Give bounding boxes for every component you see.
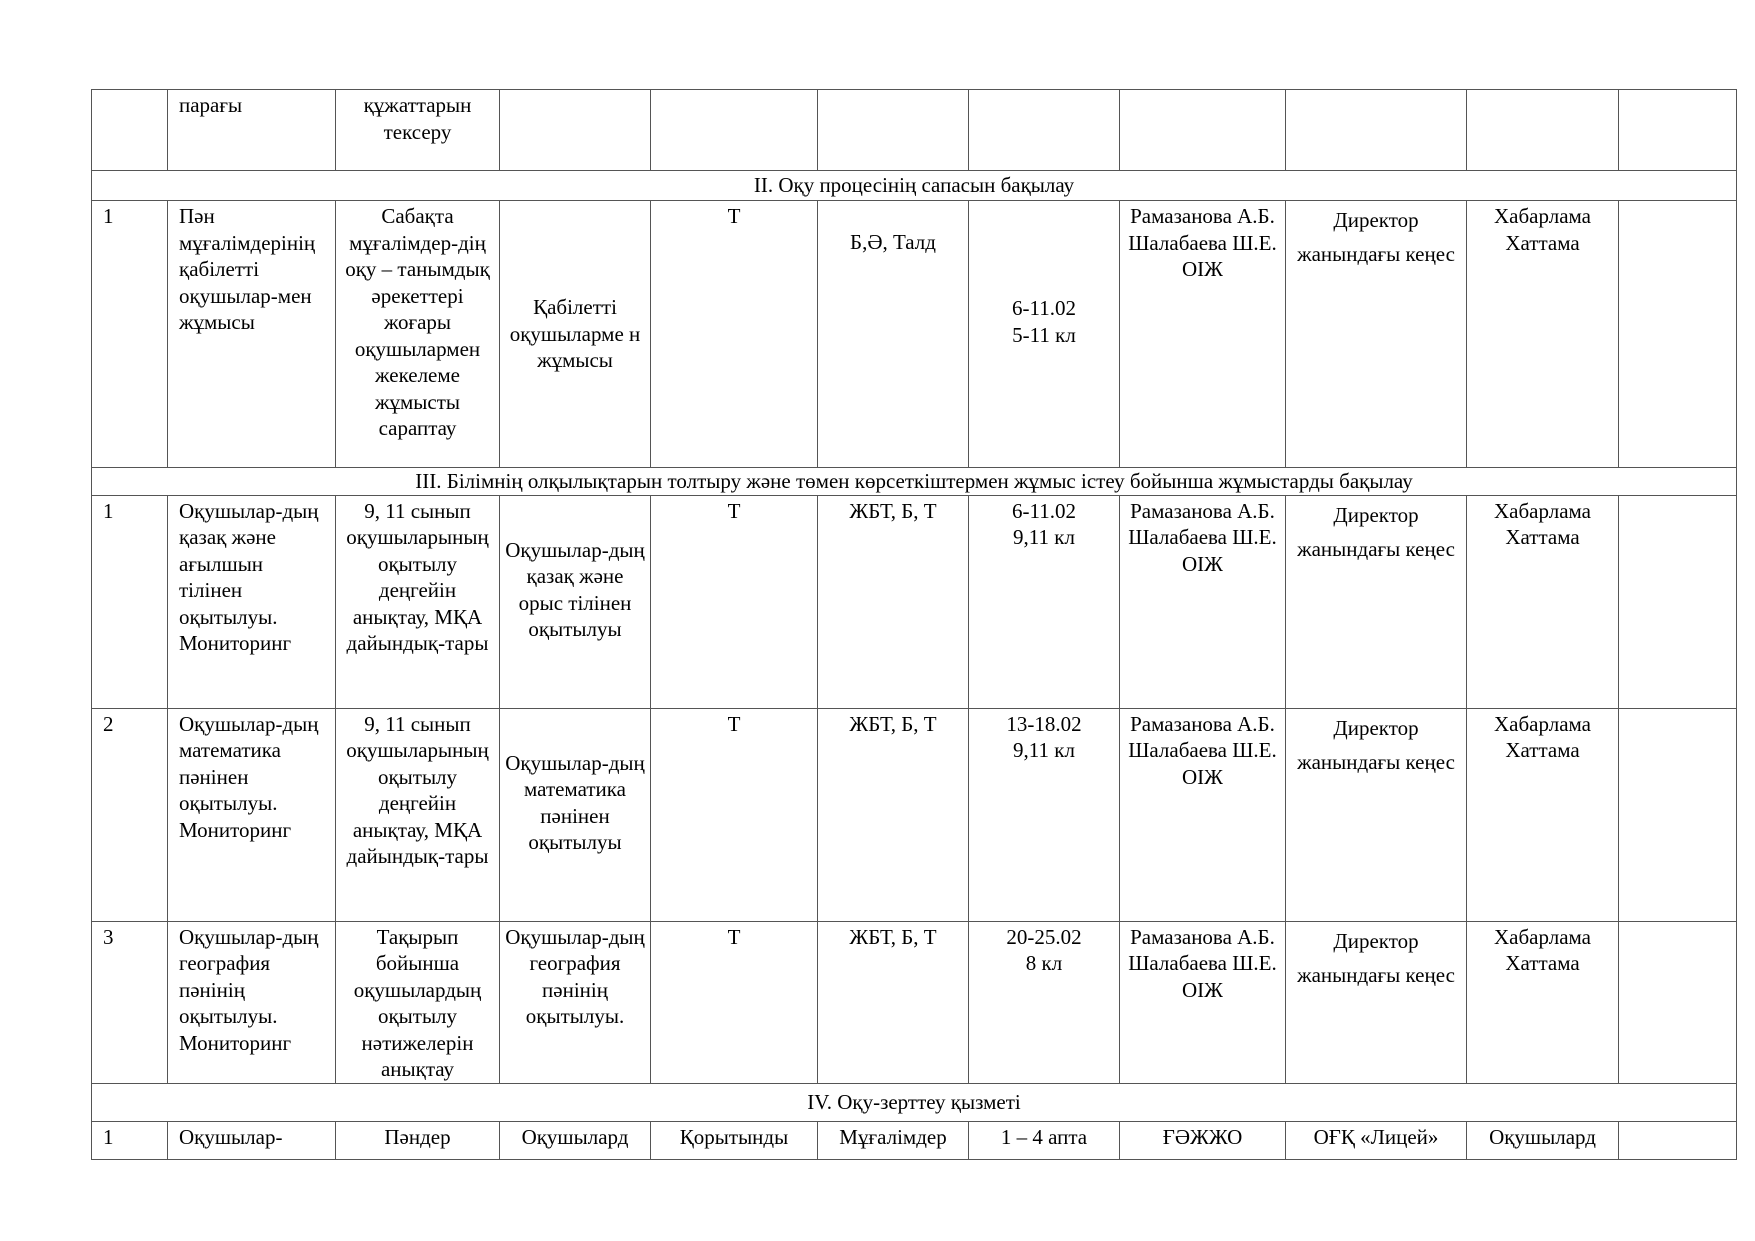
cell-extra [1619, 90, 1737, 171]
cell-type [651, 90, 818, 171]
cell-object: Оқушылар-дың қазақ және орыс тілінен оқытылуы [500, 495, 651, 708]
cell-extra [1619, 708, 1737, 921]
cell-topic: Оқушылар-дың қазақ және ағылшын тілінен оқытылуы. Мониторинг [168, 495, 336, 708]
cell-responsible: Рамазанова А.Б. Шалабаева Ш.Е. ОІЖ [1120, 921, 1286, 1083]
cell-extra [1619, 495, 1737, 708]
cell-topic: Оқушылар-дың география пәнінің оқытылуы. Мониторинг [168, 921, 336, 1083]
cell-review: Директор жанындағы кеңес [1286, 201, 1467, 468]
table-row-continuation [92, 90, 1737, 171]
cell-goal: 9, 11 сынып оқушыларының оқытылу деңгейін анықтау, МҚА дайындық-тары [336, 708, 500, 921]
cell-num: 1 [92, 1121, 168, 1159]
cell-review [1286, 90, 1467, 171]
cell-extra [1619, 1121, 1737, 1159]
cell-type: Т [651, 201, 818, 468]
cell-goal: 9, 11 сынып оқушыларының оқытылу деңгейін анықтау, МҚА дайындық-тары [336, 495, 500, 708]
cell-responsible [1120, 90, 1286, 171]
section-title: IV. Оқу-зерттеу қызметі [92, 1083, 1737, 1121]
cell-object: Оқушылард [500, 1121, 651, 1159]
cell-method: Мұғалімдер [818, 1121, 969, 1159]
cell-type: Т [651, 495, 818, 708]
cell-responsible: Рамазанова А.Б. Шалабаева Ш.Е. ОІЖ [1120, 495, 1286, 708]
cell-num: 1 [92, 201, 168, 468]
section-header-row [92, 1083, 1737, 1121]
table-row [92, 708, 1737, 921]
section-header-row [92, 468, 1737, 496]
cell-num [92, 90, 168, 171]
cell-num: 3 [92, 921, 168, 1083]
table-row [92, 495, 1737, 708]
cell-object [500, 90, 651, 171]
cell-topic: Оқушылар- [168, 1121, 336, 1159]
cell-method: Б,Ә, Талд [818, 201, 969, 468]
cell-responsible: ҒӘЖЖО [1120, 1121, 1286, 1159]
cell-responsible: Рамазанова А.Б. Шалабаева Ш.Е. ОІЖ [1120, 201, 1286, 468]
cell-goal: Пәндер [336, 1121, 500, 1159]
table-row [92, 201, 1737, 468]
cell-topic: Пән мұғалімдерінің қабілетті оқушылар-мен жұмысы [168, 201, 336, 468]
cell-result: Оқушылард [1467, 1121, 1619, 1159]
section-header-row [92, 171, 1737, 201]
cell-goal: құжаттарын тексеру [336, 90, 500, 171]
table-row [92, 1121, 1737, 1159]
cell-dates: 20-25.02 8 кл [969, 921, 1120, 1083]
cell-extra [1619, 921, 1737, 1083]
cell-topic: парағы [168, 90, 336, 171]
cell-review: Директор жанындағы кеңес [1286, 708, 1467, 921]
cell-dates [969, 90, 1120, 171]
cell-type: Т [651, 921, 818, 1083]
cell-dates: 6-11.02 5-11 кл [969, 201, 1120, 468]
cell-goal: Сабақта мұғалімдер-дің оқу – танымдық әрекеттері жоғары оқушылармен жекелеме жұмысты сараптау [336, 201, 500, 468]
cell-dates: 1 – 4 апта [969, 1121, 1120, 1159]
cell-result: Хабарлама Хаттама [1467, 921, 1619, 1083]
cell-method: ЖБТ, Б, Т [818, 495, 969, 708]
cell-review: ОҒҚ «Лицей» [1286, 1121, 1467, 1159]
cell-review: Директор жанындағы кеңес [1286, 495, 1467, 708]
cell-goal: Тақырып бойынша оқушылардың оқытылу нәтижелерін анықтау [336, 921, 500, 1083]
section-title: ІІІ. Білімнің олқылықтарын толтыру және төмен көрсеткіштермен жұмыс істеу бойынша жұмыстарды бақылау [92, 468, 1737, 496]
cell-object: Оқушылар-дың математика пәнінен оқытылуы [500, 708, 651, 921]
cell-topic: Оқушылар-дың математика пәнінен оқытылуы. Мониторинг [168, 708, 336, 921]
cell-object: Қабілетті оқушыларме н жұмысы [500, 201, 651, 468]
cell-result [1467, 90, 1619, 171]
cell-result: Хабарлама Хаттама [1467, 708, 1619, 921]
cell-type: Т [651, 708, 818, 921]
cell-num: 1 [92, 495, 168, 708]
cell-num: 2 [92, 708, 168, 921]
cell-responsible: Рамазанова А.Б. Шалабаева Ш.Е. ОІЖ [1120, 708, 1286, 921]
cell-dates: 6-11.02 9,11 кл [969, 495, 1120, 708]
cell-object: Оқушылар-дың география пәнінің оқытылуы. [500, 921, 651, 1083]
plan-table [91, 89, 1737, 1160]
cell-type: Қорытынды [651, 1121, 818, 1159]
section-title: ІІ. Оқу процесінің сапасын бақылау [92, 171, 1737, 201]
cell-method: ЖБТ, Б, Т [818, 708, 969, 921]
cell-extra [1619, 201, 1737, 468]
cell-method [818, 90, 969, 171]
cell-review: Директор жанындағы кеңес [1286, 921, 1467, 1083]
table-row [92, 921, 1737, 1083]
cell-result: Хабарлама Хаттама [1467, 495, 1619, 708]
cell-dates: 13-18.02 9,11 кл [969, 708, 1120, 921]
cell-method: ЖБТ, Б, Т [818, 921, 969, 1083]
cell-result: Хабарлама Хаттама [1467, 201, 1619, 468]
